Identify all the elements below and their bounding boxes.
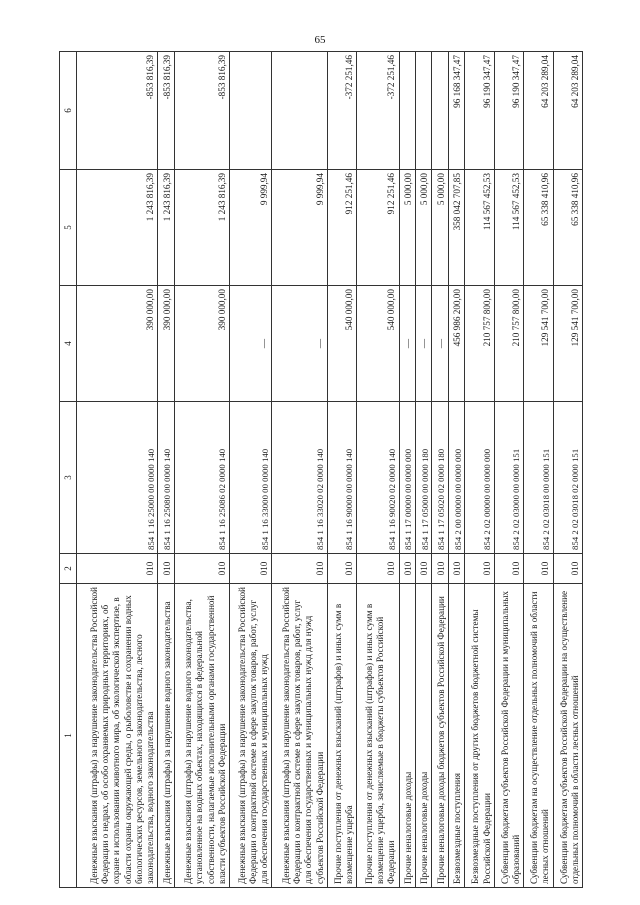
executed-amount-cell: 65 338 410,96 [553,170,582,286]
approved-plan-cell: 540 000,00 [357,286,399,402]
budget-classification-code-cell: 854 1 17 05020 02 0000 180 [432,402,448,554]
row-code-cell: 010 [494,554,523,584]
approved-plan-cell: 390 000,00 [77,286,158,402]
unexecuted-amount-cell: -853 816,39 [158,52,174,170]
executed-amount-cell: 912 251,46 [327,170,356,286]
row-code-cell: 010 [432,554,448,584]
table-row [399,52,415,888]
row-code-cell: 010 [465,554,494,584]
row-code-cell: 010 [174,554,229,584]
row-code-cell: 010 [77,554,158,584]
budget-classification-code-cell: 854 2 02 00000 00 0000 000 [465,402,494,554]
executed-amount-cell: 114 567 452,53 [494,170,523,286]
column-number: 4 [60,286,77,402]
executed-amount-cell: 9 999,94 [230,170,272,286]
column-number-row [60,52,77,888]
unexecuted-amount-cell: 64 203 289,04 [553,52,582,170]
rotated-table-container [59,52,583,888]
budget-classification-code-cell: 854 1 17 00000 00 0000 000 [399,402,415,554]
row-code-cell: 010 [158,554,174,584]
row-code-cell: 010 [327,554,356,584]
approved-plan-cell: 390 000,00 [158,286,174,402]
column-number: 5 [60,170,77,286]
executed-amount-cell: 114 567 452,53 [465,170,494,286]
table-row [553,52,582,888]
budget-classification-code-cell: 854 1 16 33020 02 0000 140 [272,402,327,554]
budget-revenue-table [59,51,583,888]
unexecuted-amount-cell: 96 190 347,47 [465,52,494,170]
column-number: 1 [60,584,77,888]
approved-plan-cell: 390 000,00 [174,286,229,402]
executed-amount-cell: 65 338 410,96 [524,170,553,286]
approved-plan-cell: — [416,286,432,402]
table-row [77,52,158,888]
row-code-cell: 010 [524,554,553,584]
column-number: 2 [60,554,77,584]
budget-classification-code-cell: 854 1 16 25080 00 0000 140 [158,402,174,554]
unexecuted-amount-cell: 64 203 289,04 [524,52,553,170]
unexecuted-amount-cell: 96 190 347,47 [494,52,523,170]
approved-plan-cell: — [399,286,415,402]
row-name-cell: Денежные взыскания (штрафы) за нарушение водного законодательства, установленное на водных объектах, находящихся в федеральной собственности, налагаемые исполнительными органами государственной власти субъектов Российской Федерации [174,584,229,888]
executed-amount-cell: 1 243 816,39 [158,170,174,286]
table-row [174,52,229,888]
executed-amount-cell: 5 000,00 [416,170,432,286]
budget-classification-code-cell: 854 2 02 03018 00 0000 151 [524,402,553,554]
row-name-cell: Денежные взыскания (штрафы) за нарушение законодательства Российской Федерации о контрактной системе в сфере закупок товаров, работ, услуг для обеспечения государственных и муниципальных нужд [230,584,272,888]
row-name-cell: Денежные взыскания (штрафы) за нарушение законодательства Российской Федерации о контрактной системе в сфере закупок товаров, работ, услуг для обеспечения государственных и муниципальных нужд для нужд субъектов Российской Федерации [272,584,327,888]
unexecuted-amount-cell [416,52,432,170]
budget-classification-code-cell: 854 2 02 03000 00 0000 151 [494,402,523,554]
approved-plan-cell: 129 541 700,00 [553,286,582,402]
budget-classification-code-cell: 854 2 02 03018 02 0000 151 [553,402,582,554]
approved-plan-cell: 210 757 800,00 [465,286,494,402]
row-name-cell: Субвенции бюджетам на осуществление отдельных полномочий в области лесных отношений [524,584,553,888]
table-row [465,52,494,888]
unexecuted-amount-cell: -372 251,46 [327,52,356,170]
table-row [524,52,553,888]
budget-classification-code-cell: 854 1 16 25000 00 0000 140 [77,402,158,554]
row-name-cell: Прочие неналоговые доходы [416,584,432,888]
table-row [272,52,327,888]
row-code-cell: 010 [553,554,582,584]
page-number: 65 [314,34,326,46]
table-row [230,52,272,888]
row-code-cell: 010 [416,554,432,584]
row-name-cell: Безвозмездные поступления от других бюджетов бюджетной системы Российской Федерации [465,584,494,888]
approved-plan-cell: 129 541 700,00 [524,286,553,402]
approved-plan-cell: 456 986 200,00 [448,286,464,402]
table-row [448,52,464,888]
unexecuted-amount-cell [272,52,327,170]
row-name-cell: Прочие поступления от денежных взысканий (штрафов) и иных сумм в возмещение ущерба [327,584,356,888]
row-name-cell: Денежные взыскания (штрафы) за нарушение законодательства Российской Федерации о недрах, об особо охраняемых природных территориях, об охране и использовании животного мира, об экологической экспертизе, в области охраны окружающей среды, о рыболовстве и сохранении водных биологических ресурсов, земельного законодательства, лесного законодательства, водного законодательства [77,584,158,888]
approved-plan-cell: — [230,286,272,402]
row-code-cell: 010 [448,554,464,584]
executed-amount-cell: 912 251,46 [357,170,399,286]
table-row [432,52,448,888]
executed-amount-cell: 5 000,00 [432,170,448,286]
unexecuted-amount-cell: -853 816,39 [77,52,158,170]
unexecuted-amount-cell [399,52,415,170]
row-name-cell: Безвозмездные поступления [448,584,464,888]
executed-amount-cell: 1 243 816,39 [77,170,158,286]
row-code-cell: 010 [357,554,399,584]
row-code-cell: 010 [230,554,272,584]
table-row [416,52,432,888]
column-number: 3 [60,402,77,554]
table-row [158,52,174,888]
budget-classification-code-cell: 854 1 17 05000 00 0000 180 [416,402,432,554]
executed-amount-cell: 5 000,00 [399,170,415,286]
unexecuted-amount-cell: -372 251,46 [357,52,399,170]
row-name-cell: Прочие поступления от денежных взысканий (штрафов) и иных сумм в возмещение ущерба, зачисляемые в бюджеты субъектов Российской Федерации [357,584,399,888]
approved-plan-cell: — [432,286,448,402]
unexecuted-amount-cell: -853 816,39 [174,52,229,170]
executed-amount-cell: 358 042 707,85 [448,170,464,286]
executed-amount-cell: 1 243 816,39 [174,170,229,286]
unexecuted-amount-cell: 96 168 347,47 [448,52,464,170]
row-name-cell: Прочие неналоговые доходы бюджетов субъектов Российской Федерации [432,584,448,888]
unexecuted-amount-cell [432,52,448,170]
budget-classification-code-cell: 854 1 16 90000 00 0000 140 [327,402,356,554]
approved-plan-cell: 210 757 800,00 [494,286,523,402]
executed-amount-cell: 9 999,94 [272,170,327,286]
approved-plan-cell: 540 000,00 [327,286,356,402]
row-name-cell: Денежные взыскания (штрафы) за нарушение водного законодательства [158,584,174,888]
budget-classification-code-cell: 854 1 16 90020 02 0000 140 [357,402,399,554]
row-name-cell: Прочие неналоговые доходы [399,584,415,888]
unexecuted-amount-cell [230,52,272,170]
row-code-cell: 010 [272,554,327,584]
row-name-cell: Субвенции бюджетам субъектов Российской Федерации на осуществление отдельных полномочий в области лесных отношений [553,584,582,888]
budget-classification-code-cell: 854 1 16 33000 00 0000 140 [230,402,272,554]
table-row [494,52,523,888]
budget-classification-code-cell: 854 2 00 00000 00 0000 000 [448,402,464,554]
row-name-cell: Субвенции бюджетам субъектов Российской Федерации и муниципальных образований [494,584,523,888]
budget-classification-code-cell: 854 1 16 25086 02 0000 140 [174,402,229,554]
row-code-cell: 010 [399,554,415,584]
approved-plan-cell: — [272,286,327,402]
table-row [327,52,356,888]
table-row [357,52,399,888]
column-number: 6 [60,52,77,170]
